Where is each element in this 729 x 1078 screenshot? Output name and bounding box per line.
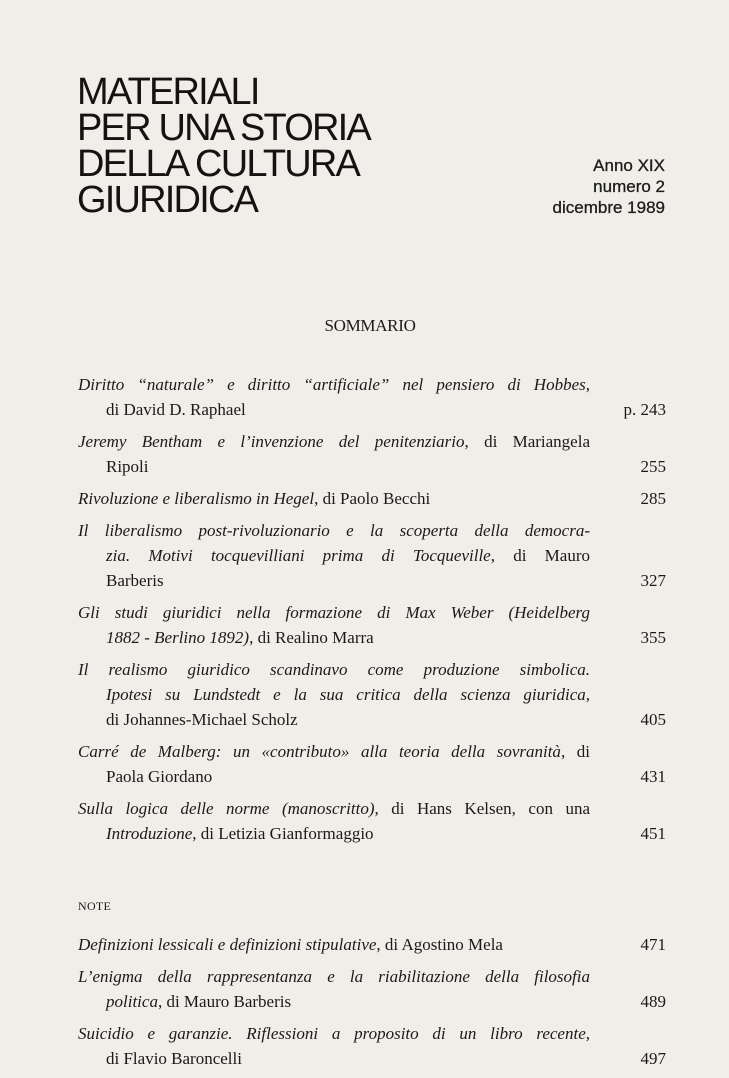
page-number: 471	[640, 935, 666, 954]
entry-title-text: Diritto “naturale” e diritto “artificiale” nel pensiero di Hobbes,	[78, 375, 590, 394]
page-number: 255	[640, 457, 666, 476]
entry-line	[78, 429, 590, 454]
toc-entry	[78, 739, 666, 789]
entry-line	[106, 989, 590, 1014]
page-number: 497	[640, 1049, 666, 1068]
entry-author-text: di Flavio Baroncelli	[106, 1049, 242, 1068]
table-of-contents	[78, 372, 666, 1078]
entry-line	[78, 964, 590, 989]
entry-line	[78, 796, 590, 821]
toc-entry	[78, 518, 666, 593]
page-number: 489	[640, 992, 666, 1011]
entry-line	[106, 682, 590, 707]
entry-line	[106, 543, 590, 568]
issue-info	[553, 155, 665, 218]
entry-line	[78, 739, 590, 764]
sommario-heading: SOMMARIO	[324, 316, 416, 335]
page-number: 451	[640, 824, 666, 843]
toc-entry	[78, 796, 666, 846]
page-number: 431	[640, 767, 666, 786]
entry-author-text: , di Mariangela	[464, 432, 591, 451]
entry-line	[106, 707, 590, 732]
note-entry	[78, 932, 666, 957]
note-heading: NOTE	[78, 899, 112, 913]
entry-author-text: Paola Giordano	[106, 767, 213, 786]
entry-title-text: Introduzione	[106, 824, 193, 843]
entry-author-text: , di Agostino Mela	[376, 935, 503, 954]
issue-date: dicembre 1989	[552, 198, 665, 217]
entry-line	[106, 568, 590, 593]
journal-title-line: GIURIDICA	[77, 179, 258, 221]
entry-line	[106, 821, 590, 846]
journal-title-line: PER UNA STORIA	[77, 107, 370, 149]
entry-line	[78, 518, 590, 543]
entry-title-text: Suicidio e garanzie. Riflessioni a proposito di un libro recente,	[78, 1024, 590, 1043]
entry-title-text: Il liberalismo post-rivoluzionario e la scoperta della democra-	[78, 521, 590, 540]
entry-line	[78, 486, 590, 511]
issue-number: numero 2	[593, 177, 665, 196]
entry-author-text: , di Realino Marra	[249, 628, 374, 647]
toc-entry	[78, 486, 666, 511]
entry-title-text: Jeremy Bentham e l’invenzione del penitenziario	[78, 432, 465, 451]
entry-title-text: Ipotesi su Lundstedt e la sua critica della scienza giuridica,	[106, 685, 590, 704]
entry-line	[78, 657, 590, 682]
note-entry	[78, 1021, 666, 1071]
entry-title-text: zia. Motivi tocquevilliani prima di Tocqueville	[106, 546, 491, 565]
entry-author-text: , di Mauro	[490, 546, 590, 565]
entry-author-text: di Johannes-Michael Scholz	[106, 710, 298, 729]
entry-line	[106, 1046, 590, 1071]
entry-line	[78, 372, 590, 397]
toc-entry	[78, 600, 666, 650]
entry-author-text: , di	[560, 742, 590, 761]
entry-line	[106, 454, 590, 479]
page-number: 355	[640, 628, 666, 647]
entry-line	[106, 764, 590, 789]
entry-author-text: Ripoli	[106, 457, 149, 476]
note-entry	[78, 964, 666, 1014]
page-number: 327	[640, 571, 666, 590]
page-number: 405	[640, 710, 666, 729]
toc-entry	[78, 372, 666, 422]
entry-author-text: , di Letizia Gianformaggio	[192, 824, 374, 843]
entry-author-text: , di Mauro Barberis	[157, 992, 292, 1011]
entry-title-text: L’enigma della rappresentanza e la riabilitazione della filosofia	[78, 967, 590, 986]
entry-title-text: Carré de Malberg: un «contributo» alla teoria della sovranità	[78, 742, 561, 761]
entry-line	[78, 600, 590, 625]
entry-title-text: Definizioni lessicali e definizioni stipulative	[78, 935, 377, 954]
entry-title-text: Rivoluzione e liberalismo in Hegel	[78, 489, 315, 508]
toc-notes-list	[78, 932, 666, 1071]
entry-author-text: Barberis	[106, 571, 164, 590]
journal-title-line: DELLA CULTURA	[77, 143, 360, 185]
entry-title-text: politica	[106, 992, 158, 1011]
entry-title-text: Il realismo giuridico scandinavo come produzione simbolica.	[78, 660, 590, 679]
entry-title-text: Gli studi giuridici nella formazione di Max Weber (Heidelberg	[78, 603, 590, 622]
journal-title-line: MATERIALI	[77, 71, 259, 113]
entry-author-text: , di Paolo Becchi	[314, 489, 431, 508]
toc-entry	[78, 657, 666, 732]
entry-author-text: , di Hans Kelsen, con una	[374, 799, 590, 818]
issue-year: Anno XIX	[593, 156, 665, 175]
entry-line	[106, 397, 590, 422]
entry-line	[78, 1021, 590, 1046]
entry-author-text: di David D. Raphael	[106, 400, 246, 419]
page-number: 285	[640, 489, 666, 508]
page-number: p. 243	[623, 400, 666, 419]
entry-line	[106, 625, 590, 650]
entry-title-text: Sulla logica delle norme (manoscritto)	[78, 799, 375, 818]
entry-title-text: 1882 - Berlino 1892)	[106, 628, 250, 647]
toc-entry	[78, 429, 666, 479]
journal-title	[77, 71, 370, 221]
toc-main-list	[78, 372, 666, 846]
entry-line	[78, 932, 590, 957]
